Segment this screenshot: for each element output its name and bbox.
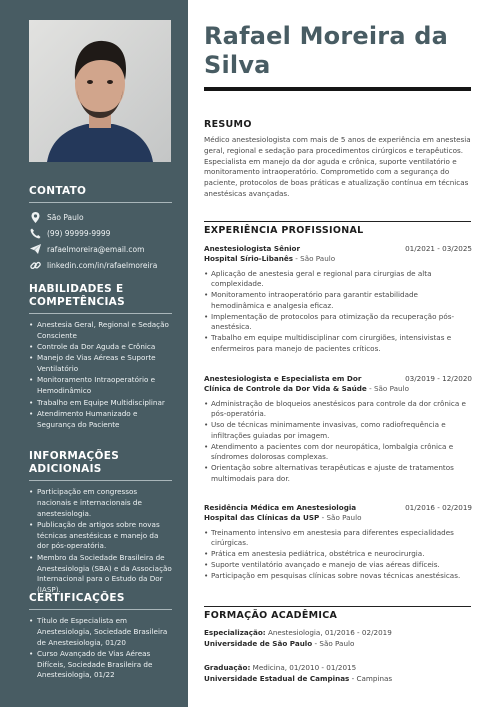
education-entry bbox=[204, 662, 472, 684]
edu-label: Graduação: bbox=[204, 663, 251, 672]
job-bullets bbox=[204, 399, 472, 485]
list-item: • Uso de técnicas minimamente invasivas, como radiofrequência e infiltrações guiadas por imagem. bbox=[204, 420, 472, 442]
edu-school: Universidade de São Paulo bbox=[204, 639, 313, 648]
link-icon bbox=[29, 259, 41, 271]
list-item: • Título de Especialista em Anestesiologia, Sociedade Brasileira de Anestesiologia, 01/20 bbox=[29, 616, 172, 648]
list-item: • Curso Avançado de Vias Aéreas Difíceis, Sociedade Brasileira de Anestesiologia, 01/22 bbox=[29, 649, 172, 681]
job-entry bbox=[204, 374, 472, 485]
job-dates: 01/2021 - 03/2025 bbox=[405, 244, 472, 253]
list-item: • Aplicação de anestesia geral e regional para cirurgias de alta complexidade. bbox=[204, 269, 472, 291]
job-org: Clínica de Controle da Dor Vida & Saúde bbox=[204, 384, 367, 393]
additional-info-list bbox=[29, 487, 172, 596]
edu-detail: Anestesiologia, 01/2016 - 02/2019 bbox=[265, 628, 392, 637]
edu-school: Universidade Estadual de Campinas bbox=[204, 674, 350, 683]
list-item: • Suporte ventilatório avançado e manejo de vias aéreas difíceis. bbox=[204, 560, 472, 571]
experience-title: EXPERIÊNCIA PROFISSIONAL bbox=[204, 225, 364, 236]
phone-icon bbox=[29, 227, 41, 239]
name-divider bbox=[204, 87, 471, 91]
contact-email[interactable] bbox=[29, 241, 172, 257]
skills-list bbox=[29, 320, 172, 430]
list-item: • Atendimento Humanizado e Segurança do Paciente bbox=[29, 409, 172, 431]
contact-section bbox=[29, 185, 172, 273]
certifications-section bbox=[29, 592, 172, 682]
education-title: FORMAÇÃO ACADÊMICA bbox=[204, 610, 338, 621]
certifications-title: CERTIFICAÇÕES bbox=[29, 592, 172, 610]
job-dates: 03/2019 - 12/2020 bbox=[405, 374, 472, 383]
contact-linkedin[interactable] bbox=[29, 257, 172, 273]
contact-location-text: São Paulo bbox=[47, 212, 84, 222]
list-item: • Manejo de Vias Aéreas e Suporte Ventilatório bbox=[29, 353, 172, 375]
job-bullets bbox=[204, 269, 472, 355]
section-divider bbox=[204, 221, 471, 222]
job-city: - São Paulo bbox=[366, 384, 409, 393]
additional-info-title: INFORMAÇÕES ADICIONAIS bbox=[29, 450, 172, 481]
list-item: • Trabalho em equipe multidisciplinar com cirurgiões, intensivistas e enfermeiros para manejo de pacientes críticos. bbox=[204, 333, 472, 355]
section-divider bbox=[204, 606, 471, 607]
contact-title: CONTATO bbox=[29, 185, 172, 203]
edu-label: Especialização: bbox=[204, 628, 266, 637]
list-item: • Administração de bloqueios anestésicos para controle da dor crônica e pós-operatória. bbox=[204, 399, 472, 421]
candidate-name: Rafael Moreira da Silva bbox=[204, 22, 449, 79]
job-entry bbox=[204, 503, 472, 581]
additional-info-section bbox=[29, 450, 172, 596]
list-item: • Prática em anestesia pediátrica, obstétrica e neurocirurgia. bbox=[204, 549, 472, 560]
sidebar bbox=[0, 0, 188, 707]
skills-title: HABILIDADES E COMPETÊNCIAS bbox=[29, 283, 172, 314]
job-city: - São Paulo bbox=[292, 254, 336, 263]
contact-phone bbox=[29, 225, 172, 241]
job-org: Hospital Sírio-Libanês bbox=[204, 254, 293, 263]
education-entry bbox=[204, 627, 472, 649]
job-dates: 01/2016 - 02/2019 bbox=[405, 503, 472, 512]
certifications-list bbox=[29, 616, 172, 681]
edu-city: - São Paulo bbox=[312, 639, 355, 648]
job-title: Residência Médica em Anestesiologia bbox=[204, 503, 357, 512]
job-title: Anestesiologista Sênior bbox=[204, 244, 301, 253]
contact-linkedin-text[interactable]: linkedin.com/in/rafaelmoreira bbox=[47, 260, 158, 270]
location-pin-icon bbox=[29, 211, 41, 223]
contact-phone-text: (99) 99999-9999 bbox=[47, 228, 111, 238]
list-item: • Anestesia Geral, Regional e Sedação Consciente bbox=[29, 320, 172, 342]
summary-title: RESUMO bbox=[204, 119, 252, 130]
list-item: • Participação em congressos nacionais e internacionais de anestesiologia. bbox=[29, 487, 172, 519]
job-title: Anestesiologista e Especialista em Dor bbox=[204, 374, 362, 383]
list-item: • Atendimento a pacientes com dor neuropática, lombalgia crônica e síndromes dolorosas complexas. bbox=[204, 442, 472, 464]
profile-photo bbox=[29, 20, 171, 162]
list-item: • Implementação de protocolos para otimização da recuperação pós-anestésica. bbox=[204, 312, 472, 334]
contact-email-text[interactable]: rafaelmoreira@email.com bbox=[47, 244, 145, 254]
list-item: • Monitoramento Intraoperatório e Hemodinâmico bbox=[29, 375, 172, 397]
skills-section bbox=[29, 283, 172, 431]
list-item: • Trabalho em Equipe Multidisciplinar bbox=[29, 398, 172, 409]
job-org: Hospital das Clínicas da USP bbox=[204, 513, 320, 522]
list-item: • Monitoramento intraoperatório para garantir estabilidade hemodinâmica e analgesia eficaz. bbox=[204, 290, 472, 312]
contact-location bbox=[29, 209, 172, 225]
list-item: • Publicação de artigos sobre novas técnicas anestésicas e manejo da dor pós-operatória. bbox=[29, 520, 172, 552]
list-item: • Participação em pesquisas clínicas sobre novas técnicas anestésicas. bbox=[204, 571, 472, 582]
list-item: • Treinamento intensivo em anestesia para diferentes especialidades cirúrgicas. bbox=[204, 528, 472, 550]
list-item: • Membro da Sociedade Brasileira de Anestesiologia (SBA) e da Associação Internacional para o Estudo da Dor (IASP). bbox=[29, 553, 172, 596]
summary-text: Médico anestesiologista com mais de 5 anos de experiência em anestesia geral, regional e sedação para procedimentos cirúrgicos e terapêuticos. Especialista em manejo da dor aguda e crônica, suporte ventilatório e monitoramento intraoperatório. Comprometido com a segurança do paciente, protocolos de boas práticas e atualização contínua em técnicas anestésicas avançadas. bbox=[204, 135, 471, 198]
job-entry bbox=[204, 244, 472, 355]
edu-city: - Campinas bbox=[349, 674, 393, 683]
list-item: • Controle da Dor Aguda e Crônica bbox=[29, 342, 172, 353]
job-bullets bbox=[204, 528, 472, 582]
list-item: • Orientação sobre alternativas terapêuticas e ajuste de tratamentos multimodais para dor. bbox=[204, 463, 472, 485]
job-city: - São Paulo bbox=[319, 513, 362, 522]
email-send-icon bbox=[29, 243, 41, 255]
edu-detail: Medicina, 01/2010 - 01/2015 bbox=[250, 663, 357, 672]
